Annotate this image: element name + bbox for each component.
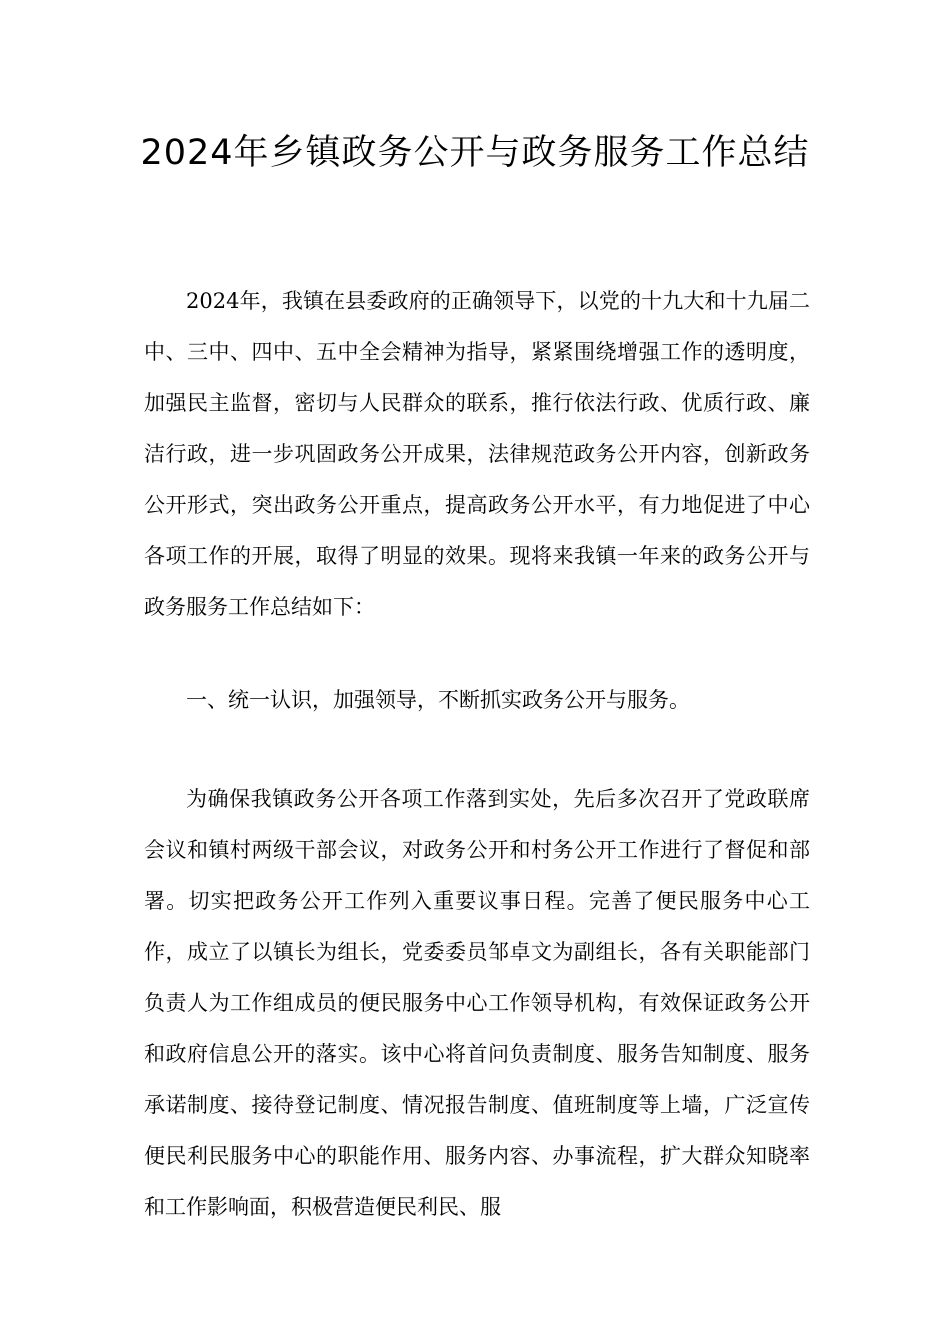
document-title: 2024年乡镇政务公开与政务服务工作总结: [140, 133, 810, 173]
section-1-paragraph: 为确保我镇政务公开各项工作落到实处，先后多次召开了党政联席会议和镇村两级干部会议，对政务公开和村务公开工作进行了督促和部署。切实把政务公开工作列入重要议事日程。完善了便民服务中心工作，成立了以镇长为组长，党委委员邹卓文为副组长，各有关职能部门负责人为工作组成员的便民服务中心工作领导机构，有效保证政务公开和政府信息公开的落实。该中心将首问负责制度、服务告知制度、服务承诺制度、接待登记制度、情况报告制度、值班制度等上墙，广泛宣传便民利民服务中心的职能作用、服务内容、办事流程，扩大群众知晓率和工作影响面，积极营造便民利民、服: [144, 787, 810, 1219]
section-heading-1: 一、统一认识，加强领导，不断抓实政务公开与服务。: [186, 688, 690, 712]
intro-paragraph: 2024年，我镇在县委政府的正确领导下，以党的十九大和十九届二中、三中、四中、五中全会精神为指导，紧紧围绕增强工作的透明度，加强民主监督，密切与人民群众的联系，推行依法行政、优质行政、廉洁行政，进一步巩固政务公开成果，法律规范政务公开内容，创新政务公开形式，突出政务公开重点，提高政务公开水平，有力地促进了中心各项工作的开展，取得了明显的效果。现将来我镇一年来的政务公开与政务服务工作总结如下：: [144, 289, 810, 619]
